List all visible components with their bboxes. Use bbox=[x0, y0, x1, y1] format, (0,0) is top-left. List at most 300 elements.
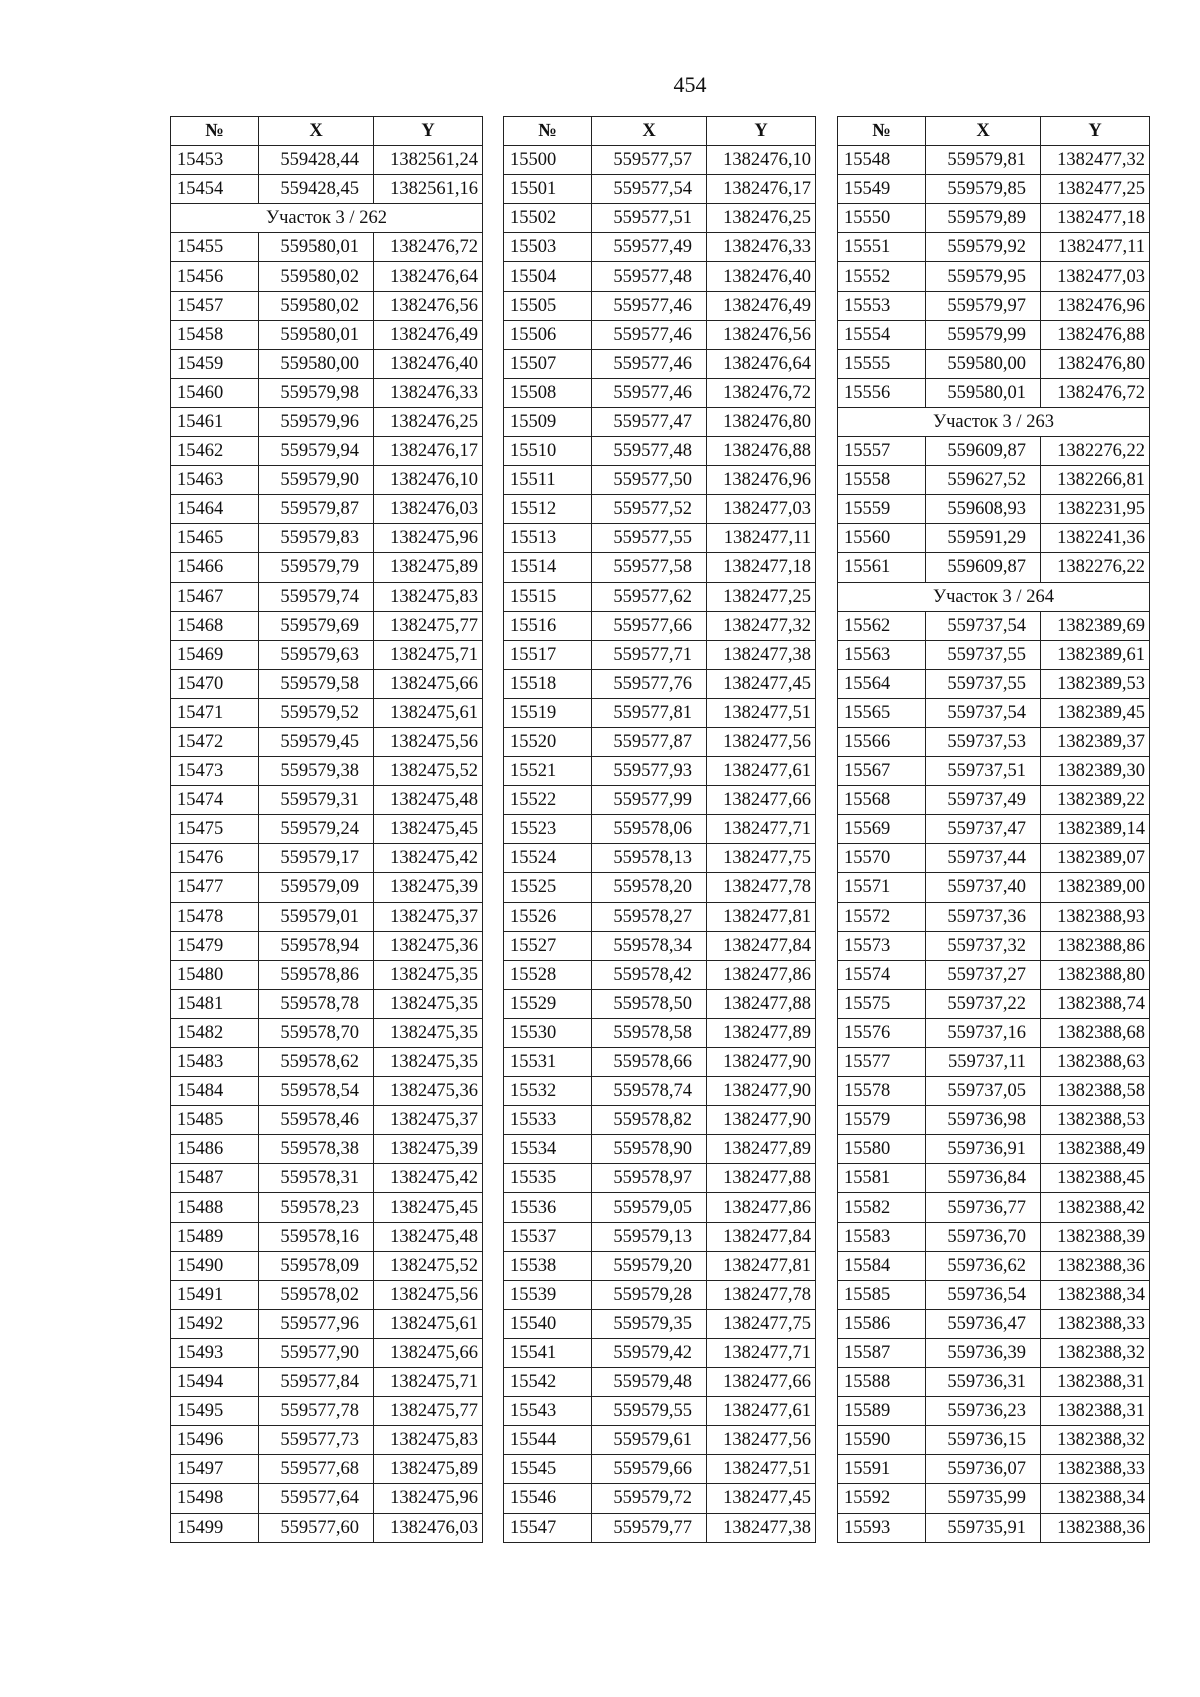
x-coordinate: 559736,31 bbox=[926, 1368, 1041, 1397]
point-number: 15497 bbox=[171, 1455, 259, 1484]
header-y: Y bbox=[374, 117, 483, 146]
point-number: 15505 bbox=[504, 291, 592, 320]
x-coordinate: 559578,02 bbox=[259, 1280, 374, 1309]
table-row bbox=[171, 786, 483, 815]
table-row bbox=[838, 727, 1150, 756]
y-coordinate: 1382476,72 bbox=[374, 233, 483, 262]
x-coordinate: 559579,98 bbox=[259, 378, 374, 407]
table-row bbox=[838, 873, 1150, 902]
x-coordinate: 559577,51 bbox=[592, 204, 707, 233]
point-number: 15507 bbox=[504, 349, 592, 378]
table-row bbox=[838, 262, 1150, 291]
x-coordinate: 559577,48 bbox=[592, 437, 707, 466]
table-row bbox=[504, 146, 816, 175]
table-row bbox=[838, 611, 1150, 640]
y-coordinate: 1382475,35 bbox=[374, 989, 483, 1018]
x-coordinate: 559736,70 bbox=[926, 1222, 1041, 1251]
y-coordinate: 1382477,56 bbox=[707, 727, 816, 756]
y-coordinate: 1382475,52 bbox=[374, 1251, 483, 1280]
x-coordinate: 559609,87 bbox=[926, 553, 1041, 582]
table-row bbox=[838, 1513, 1150, 1542]
table-row bbox=[504, 1077, 816, 1106]
table-row bbox=[838, 757, 1150, 786]
x-coordinate: 559736,15 bbox=[926, 1426, 1041, 1455]
x-coordinate: 559737,44 bbox=[926, 844, 1041, 873]
y-coordinate: 1382477,45 bbox=[707, 1484, 816, 1513]
x-coordinate: 559577,55 bbox=[592, 524, 707, 553]
x-coordinate: 559579,24 bbox=[259, 815, 374, 844]
x-coordinate: 559578,20 bbox=[592, 873, 707, 902]
x-coordinate: 559577,62 bbox=[592, 582, 707, 611]
x-coordinate: 559736,77 bbox=[926, 1193, 1041, 1222]
point-number: 15517 bbox=[504, 640, 592, 669]
table-row bbox=[171, 320, 483, 349]
point-number: 15472 bbox=[171, 727, 259, 756]
point-number: 15564 bbox=[838, 669, 926, 698]
point-number: 15476 bbox=[171, 844, 259, 873]
point-number: 15531 bbox=[504, 1048, 592, 1077]
x-coordinate: 559579,55 bbox=[592, 1397, 707, 1426]
x-coordinate: 559736,07 bbox=[926, 1455, 1041, 1484]
point-number: 15561 bbox=[838, 553, 926, 582]
y-coordinate: 1382476,33 bbox=[374, 378, 483, 407]
table-row bbox=[171, 1106, 483, 1135]
x-coordinate: 559577,90 bbox=[259, 1338, 374, 1367]
table-row bbox=[838, 960, 1150, 989]
table-row bbox=[171, 407, 483, 436]
x-coordinate: 559577,60 bbox=[259, 1513, 374, 1542]
y-coordinate: 1382475,36 bbox=[374, 1077, 483, 1106]
table-row bbox=[171, 1397, 483, 1426]
point-number: 15552 bbox=[838, 262, 926, 291]
section-row bbox=[838, 582, 1150, 611]
point-number: 15567 bbox=[838, 757, 926, 786]
table-row bbox=[838, 1164, 1150, 1193]
point-number: 15557 bbox=[838, 437, 926, 466]
x-coordinate: 559579,79 bbox=[259, 553, 374, 582]
x-coordinate: 559591,29 bbox=[926, 524, 1041, 553]
point-number: 15551 bbox=[838, 233, 926, 262]
table-row bbox=[171, 611, 483, 640]
table-row bbox=[838, 1338, 1150, 1367]
point-number: 15513 bbox=[504, 524, 592, 553]
table-row bbox=[504, 437, 816, 466]
point-number: 15539 bbox=[504, 1280, 592, 1309]
x-coordinate: 559737,32 bbox=[926, 931, 1041, 960]
y-coordinate: 1382477,89 bbox=[707, 1135, 816, 1164]
x-coordinate: 559579,74 bbox=[259, 582, 374, 611]
point-number: 15498 bbox=[171, 1484, 259, 1513]
x-coordinate: 559577,46 bbox=[592, 378, 707, 407]
y-coordinate: 1382477,71 bbox=[707, 1338, 816, 1367]
point-number: 15482 bbox=[171, 1018, 259, 1047]
y-coordinate: 1382388,33 bbox=[1041, 1309, 1150, 1338]
x-coordinate: 559579,63 bbox=[259, 640, 374, 669]
table-row bbox=[838, 378, 1150, 407]
x-coordinate: 559578,46 bbox=[259, 1106, 374, 1135]
y-coordinate: 1382475,35 bbox=[374, 1048, 483, 1077]
y-coordinate: 1382388,86 bbox=[1041, 931, 1150, 960]
x-coordinate: 559579,77 bbox=[592, 1513, 707, 1542]
y-coordinate: 1382388,32 bbox=[1041, 1426, 1150, 1455]
point-number: 15465 bbox=[171, 524, 259, 553]
point-number: 15589 bbox=[838, 1397, 926, 1426]
x-coordinate: 559577,93 bbox=[592, 757, 707, 786]
y-coordinate: 1382475,45 bbox=[374, 1193, 483, 1222]
point-number: 15528 bbox=[504, 960, 592, 989]
point-number: 15584 bbox=[838, 1251, 926, 1280]
table-row bbox=[504, 1513, 816, 1542]
y-coordinate: 1382389,30 bbox=[1041, 757, 1150, 786]
y-coordinate: 1382477,88 bbox=[707, 1164, 816, 1193]
x-coordinate: 559578,74 bbox=[592, 1077, 707, 1106]
y-coordinate: 1382475,66 bbox=[374, 669, 483, 698]
point-number: 15544 bbox=[504, 1426, 592, 1455]
table-row bbox=[171, 1048, 483, 1077]
x-coordinate: 559737,05 bbox=[926, 1077, 1041, 1106]
section-title: Участок 3 / 264 bbox=[838, 582, 1150, 611]
y-coordinate: 1382475,56 bbox=[374, 1280, 483, 1309]
section-title: Участок 3 / 262 bbox=[171, 204, 483, 233]
table-row bbox=[838, 902, 1150, 931]
table-row bbox=[504, 844, 816, 873]
x-coordinate: 559577,46 bbox=[592, 320, 707, 349]
table-row bbox=[171, 1135, 483, 1164]
y-coordinate: 1382476,64 bbox=[707, 349, 816, 378]
x-coordinate: 559578,31 bbox=[259, 1164, 374, 1193]
point-number: 15573 bbox=[838, 931, 926, 960]
x-coordinate: 559578,38 bbox=[259, 1135, 374, 1164]
table-row bbox=[838, 466, 1150, 495]
point-number: 15503 bbox=[504, 233, 592, 262]
table-row bbox=[504, 262, 816, 291]
table-row bbox=[171, 1164, 483, 1193]
x-coordinate: 559579,01 bbox=[259, 902, 374, 931]
table-row bbox=[504, 1135, 816, 1164]
table-row bbox=[171, 524, 483, 553]
point-number: 15473 bbox=[171, 757, 259, 786]
x-coordinate: 559579,38 bbox=[259, 757, 374, 786]
y-coordinate: 1382476,10 bbox=[374, 466, 483, 495]
table-row bbox=[838, 1135, 1150, 1164]
y-coordinate: 1382476,80 bbox=[1041, 349, 1150, 378]
point-number: 15523 bbox=[504, 815, 592, 844]
y-coordinate: 1382475,48 bbox=[374, 1222, 483, 1251]
point-number: 15524 bbox=[504, 844, 592, 873]
y-coordinate: 1382476,17 bbox=[374, 437, 483, 466]
y-coordinate: 1382477,88 bbox=[707, 989, 816, 1018]
x-coordinate: 559577,48 bbox=[592, 262, 707, 291]
point-number: 15578 bbox=[838, 1077, 926, 1106]
y-coordinate: 1382477,90 bbox=[707, 1077, 816, 1106]
table-row bbox=[171, 1280, 483, 1309]
point-number: 15519 bbox=[504, 698, 592, 727]
x-coordinate: 559578,86 bbox=[259, 960, 374, 989]
x-coordinate: 559578,82 bbox=[592, 1106, 707, 1135]
x-coordinate: 559578,70 bbox=[259, 1018, 374, 1047]
x-coordinate: 559579,66 bbox=[592, 1455, 707, 1484]
y-coordinate: 1382475,89 bbox=[374, 1455, 483, 1484]
x-coordinate: 559737,47 bbox=[926, 815, 1041, 844]
y-coordinate: 1382476,03 bbox=[374, 495, 483, 524]
y-coordinate: 1382475,35 bbox=[374, 1018, 483, 1047]
x-coordinate: 559577,96 bbox=[259, 1309, 374, 1338]
x-coordinate: 559578,58 bbox=[592, 1018, 707, 1047]
table-row bbox=[171, 902, 483, 931]
x-coordinate: 559579,28 bbox=[592, 1280, 707, 1309]
point-number: 15536 bbox=[504, 1193, 592, 1222]
x-coordinate: 559577,87 bbox=[592, 727, 707, 756]
y-coordinate: 1382477,84 bbox=[707, 931, 816, 960]
x-coordinate: 559735,99 bbox=[926, 1484, 1041, 1513]
x-coordinate: 559580,02 bbox=[259, 291, 374, 320]
table-row bbox=[504, 1018, 816, 1047]
table-row bbox=[504, 1193, 816, 1222]
x-coordinate: 559736,47 bbox=[926, 1309, 1041, 1338]
x-coordinate: 559577,52 bbox=[592, 495, 707, 524]
table-row bbox=[171, 873, 483, 902]
point-number: 15487 bbox=[171, 1164, 259, 1193]
point-number: 15540 bbox=[504, 1309, 592, 1338]
point-number: 15516 bbox=[504, 611, 592, 640]
point-number: 15493 bbox=[171, 1338, 259, 1367]
y-coordinate: 1382276,22 bbox=[1041, 553, 1150, 582]
y-coordinate: 1382477,71 bbox=[707, 815, 816, 844]
x-coordinate: 559579,89 bbox=[926, 204, 1041, 233]
point-number: 15547 bbox=[504, 1513, 592, 1542]
coordinates-table bbox=[503, 116, 816, 1543]
y-coordinate: 1382477,38 bbox=[707, 640, 816, 669]
table-row bbox=[838, 233, 1150, 262]
table-row bbox=[171, 378, 483, 407]
y-coordinate: 1382477,66 bbox=[707, 1368, 816, 1397]
table-row bbox=[171, 582, 483, 611]
table-row bbox=[838, 553, 1150, 582]
y-coordinate: 1382477,66 bbox=[707, 786, 816, 815]
x-coordinate: 559578,34 bbox=[592, 931, 707, 960]
point-number: 15504 bbox=[504, 262, 592, 291]
table-row bbox=[171, 1338, 483, 1367]
y-coordinate: 1382477,18 bbox=[707, 553, 816, 582]
x-coordinate: 559579,96 bbox=[259, 407, 374, 436]
y-coordinate: 1382388,39 bbox=[1041, 1222, 1150, 1251]
x-coordinate: 559579,90 bbox=[259, 466, 374, 495]
point-number: 15506 bbox=[504, 320, 592, 349]
y-coordinate: 1382476,80 bbox=[707, 407, 816, 436]
table-row bbox=[504, 727, 816, 756]
y-coordinate: 1382266,81 bbox=[1041, 466, 1150, 495]
point-number: 15591 bbox=[838, 1455, 926, 1484]
x-coordinate: 559736,84 bbox=[926, 1164, 1041, 1193]
y-coordinate: 1382231,95 bbox=[1041, 495, 1150, 524]
x-coordinate: 559579,52 bbox=[259, 698, 374, 727]
x-coordinate: 559577,49 bbox=[592, 233, 707, 262]
header-y: Y bbox=[1041, 117, 1150, 146]
y-coordinate: 1382388,33 bbox=[1041, 1455, 1150, 1484]
table-row bbox=[504, 378, 816, 407]
table-row bbox=[171, 669, 483, 698]
x-coordinate: 559608,93 bbox=[926, 495, 1041, 524]
x-coordinate: 559737,54 bbox=[926, 698, 1041, 727]
point-number: 15490 bbox=[171, 1251, 259, 1280]
y-coordinate: 1382477,51 bbox=[707, 1455, 816, 1484]
point-number: 15565 bbox=[838, 698, 926, 727]
point-number: 15521 bbox=[504, 757, 592, 786]
point-number: 15489 bbox=[171, 1222, 259, 1251]
x-coordinate: 559578,27 bbox=[592, 902, 707, 931]
point-number: 15512 bbox=[504, 495, 592, 524]
x-coordinate: 559577,46 bbox=[592, 349, 707, 378]
x-coordinate: 559579,58 bbox=[259, 669, 374, 698]
table-row bbox=[838, 698, 1150, 727]
y-coordinate: 1382477,03 bbox=[707, 495, 816, 524]
point-number: 15520 bbox=[504, 727, 592, 756]
y-coordinate: 1382476,49 bbox=[374, 320, 483, 349]
point-number: 15492 bbox=[171, 1309, 259, 1338]
point-number: 15559 bbox=[838, 495, 926, 524]
table-row bbox=[171, 175, 483, 204]
y-coordinate: 1382475,89 bbox=[374, 553, 483, 582]
header-number: № bbox=[504, 117, 592, 146]
y-coordinate: 1382477,18 bbox=[1041, 204, 1150, 233]
x-coordinate: 559579,09 bbox=[259, 873, 374, 902]
point-number: 15530 bbox=[504, 1018, 592, 1047]
x-coordinate: 559580,00 bbox=[259, 349, 374, 378]
y-coordinate: 1382477,84 bbox=[707, 1222, 816, 1251]
table-row bbox=[504, 989, 816, 1018]
point-number: 15575 bbox=[838, 989, 926, 1018]
y-coordinate: 1382475,71 bbox=[374, 640, 483, 669]
x-coordinate: 559578,78 bbox=[259, 989, 374, 1018]
table-row bbox=[504, 757, 816, 786]
header-y: Y bbox=[707, 117, 816, 146]
y-coordinate: 1382476,72 bbox=[707, 378, 816, 407]
table-row bbox=[171, 815, 483, 844]
x-coordinate: 559579,17 bbox=[259, 844, 374, 873]
y-coordinate: 1382241,36 bbox=[1041, 524, 1150, 553]
point-number: 15461 bbox=[171, 407, 259, 436]
point-number: 15529 bbox=[504, 989, 592, 1018]
y-coordinate: 1382389,07 bbox=[1041, 844, 1150, 873]
y-coordinate: 1382561,16 bbox=[374, 175, 483, 204]
table-row bbox=[838, 495, 1150, 524]
table-row bbox=[171, 466, 483, 495]
table-row bbox=[838, 669, 1150, 698]
y-coordinate: 1382475,96 bbox=[374, 1484, 483, 1513]
table-row bbox=[838, 844, 1150, 873]
y-coordinate: 1382477,90 bbox=[707, 1106, 816, 1135]
y-coordinate: 1382475,35 bbox=[374, 960, 483, 989]
x-coordinate: 559737,49 bbox=[926, 786, 1041, 815]
table-row bbox=[838, 1222, 1150, 1251]
table-row bbox=[504, 1106, 816, 1135]
point-number: 15588 bbox=[838, 1368, 926, 1397]
point-number: 15581 bbox=[838, 1164, 926, 1193]
table-row bbox=[171, 1251, 483, 1280]
point-number: 15527 bbox=[504, 931, 592, 960]
table-row bbox=[838, 1280, 1150, 1309]
y-coordinate: 1382389,37 bbox=[1041, 727, 1150, 756]
x-coordinate: 559736,98 bbox=[926, 1106, 1041, 1135]
x-coordinate: 559580,02 bbox=[259, 262, 374, 291]
x-coordinate: 559577,81 bbox=[592, 698, 707, 727]
y-coordinate: 1382477,75 bbox=[707, 844, 816, 873]
table-row bbox=[171, 1484, 483, 1513]
y-coordinate: 1382476,10 bbox=[707, 146, 816, 175]
x-coordinate: 559579,92 bbox=[926, 233, 1041, 262]
x-coordinate: 559737,40 bbox=[926, 873, 1041, 902]
header-row bbox=[171, 117, 483, 146]
point-number: 15470 bbox=[171, 669, 259, 698]
table-row bbox=[504, 1455, 816, 1484]
table-row bbox=[171, 437, 483, 466]
point-number: 15514 bbox=[504, 553, 592, 582]
y-coordinate: 1382475,39 bbox=[374, 1135, 483, 1164]
point-number: 15474 bbox=[171, 786, 259, 815]
coordinates-table bbox=[837, 116, 1150, 1543]
x-coordinate: 559577,58 bbox=[592, 553, 707, 582]
table-row bbox=[504, 1309, 816, 1338]
table-row bbox=[838, 1193, 1150, 1222]
table-row bbox=[504, 1280, 816, 1309]
section-title: Участок 3 / 263 bbox=[838, 407, 1150, 436]
x-coordinate: 559580,01 bbox=[926, 378, 1041, 407]
x-coordinate: 559577,99 bbox=[592, 786, 707, 815]
table-row bbox=[504, 1338, 816, 1367]
point-number: 15456 bbox=[171, 262, 259, 291]
y-coordinate: 1382477,61 bbox=[707, 757, 816, 786]
x-coordinate: 559736,54 bbox=[926, 1280, 1041, 1309]
point-number: 15466 bbox=[171, 553, 259, 582]
point-number: 15522 bbox=[504, 786, 592, 815]
point-number: 15570 bbox=[838, 844, 926, 873]
x-coordinate: 559737,51 bbox=[926, 757, 1041, 786]
point-number: 15481 bbox=[171, 989, 259, 1018]
point-number: 15587 bbox=[838, 1338, 926, 1367]
y-coordinate: 1382477,38 bbox=[707, 1513, 816, 1542]
y-coordinate: 1382276,22 bbox=[1041, 437, 1150, 466]
y-coordinate: 1382388,32 bbox=[1041, 1338, 1150, 1367]
point-number: 15554 bbox=[838, 320, 926, 349]
x-coordinate: 559578,54 bbox=[259, 1077, 374, 1106]
table-row bbox=[838, 931, 1150, 960]
point-number: 15464 bbox=[171, 495, 259, 524]
point-number: 15571 bbox=[838, 873, 926, 902]
table-row bbox=[504, 495, 816, 524]
point-number: 15455 bbox=[171, 233, 259, 262]
y-coordinate: 1382475,45 bbox=[374, 815, 483, 844]
table-row bbox=[504, 582, 816, 611]
x-coordinate: 559578,06 bbox=[592, 815, 707, 844]
x-coordinate: 559579,83 bbox=[259, 524, 374, 553]
x-coordinate: 559579,85 bbox=[926, 175, 1041, 204]
point-number: 15568 bbox=[838, 786, 926, 815]
y-coordinate: 1382389,45 bbox=[1041, 698, 1150, 727]
x-coordinate: 559737,54 bbox=[926, 611, 1041, 640]
table-row bbox=[504, 1397, 816, 1426]
table-row bbox=[838, 1048, 1150, 1077]
table-row bbox=[504, 524, 816, 553]
x-coordinate: 559736,62 bbox=[926, 1251, 1041, 1280]
point-number: 15576 bbox=[838, 1018, 926, 1047]
y-coordinate: 1382388,74 bbox=[1041, 989, 1150, 1018]
point-number: 15586 bbox=[838, 1309, 926, 1338]
table-row bbox=[171, 1426, 483, 1455]
x-coordinate: 559579,97 bbox=[926, 291, 1041, 320]
x-coordinate: 559578,62 bbox=[259, 1048, 374, 1077]
point-number: 15550 bbox=[838, 204, 926, 233]
y-coordinate: 1382388,58 bbox=[1041, 1077, 1150, 1106]
